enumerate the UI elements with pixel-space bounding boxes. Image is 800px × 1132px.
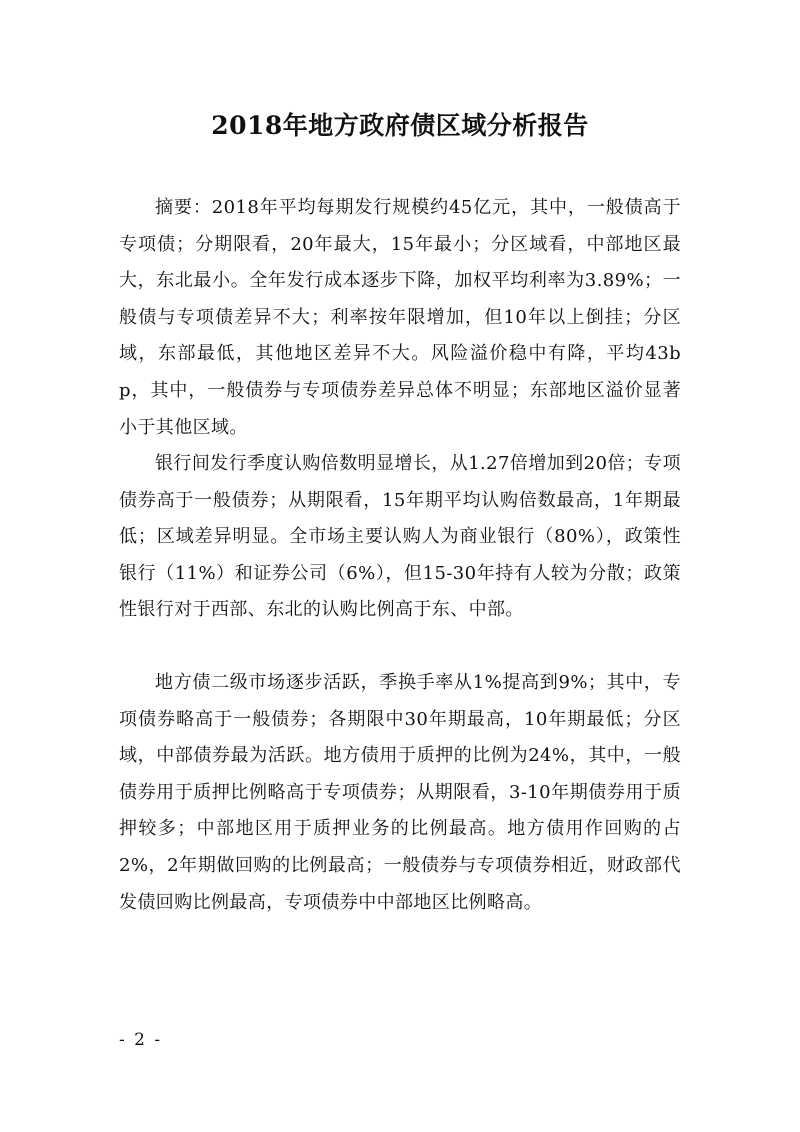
paragraph-subscription: 银行间发行季度认购倍数明显增长，从1.27倍增加到20倍；专项债券高于一般债券；从期限看，15年期平均认购倍数最高，1年期最低；区域差异明显。全市场主要认购人为商业银行（80%），政策性银行（11%）和证券公司（6%），但15-30年持有人较为分散；政策性银行对于西部、东北的认购比例高于东、中部。	[119, 453, 681, 621]
page-number: - 2 -	[119, 1030, 163, 1050]
document-body	[119, 190, 681, 921]
document-title: 2018年地方政府债区域分析报告	[211, 111, 589, 140]
paragraph-secondary-market: 地方债二级市场逐步活跃，季换手率从1%提高到9%；其中，专项债券略高于一般债券；各期限中30年期最高，10年期最低；分区域，中部债券最为活跃。地方债用于质押的比例为24%，其中，一般债券用于质押比例略高于专项债券；从期限看，3-10年期债券用于质押较多；中部地区用于质押业务的比例最高。地方债用作回购的占2%，2年期做回购的比例最高；一般债券与专项债券相近，财政部代发债回购比例最高，专项债券中中部地区比例略高。	[119, 672, 681, 913]
paragraph-abstract: 摘要：2018年平均每期发行规模约45亿元，其中，一般债高于专项债；分期限看，20年最大，15年最小；分区域看，中部地区最大，东北最小。全年发行成本逐步下降，加权平均利率为3.89%；一般债与专项债差异不大；利率按年限增加，但10年以上倒挂；分区域，东部最低，其他地区差异不大。风险溢价稳中有降，平均43bp，其中，一般债券与专项债券差异总体不明显；东部地区溢价显著小于其他区域。	[119, 197, 681, 438]
